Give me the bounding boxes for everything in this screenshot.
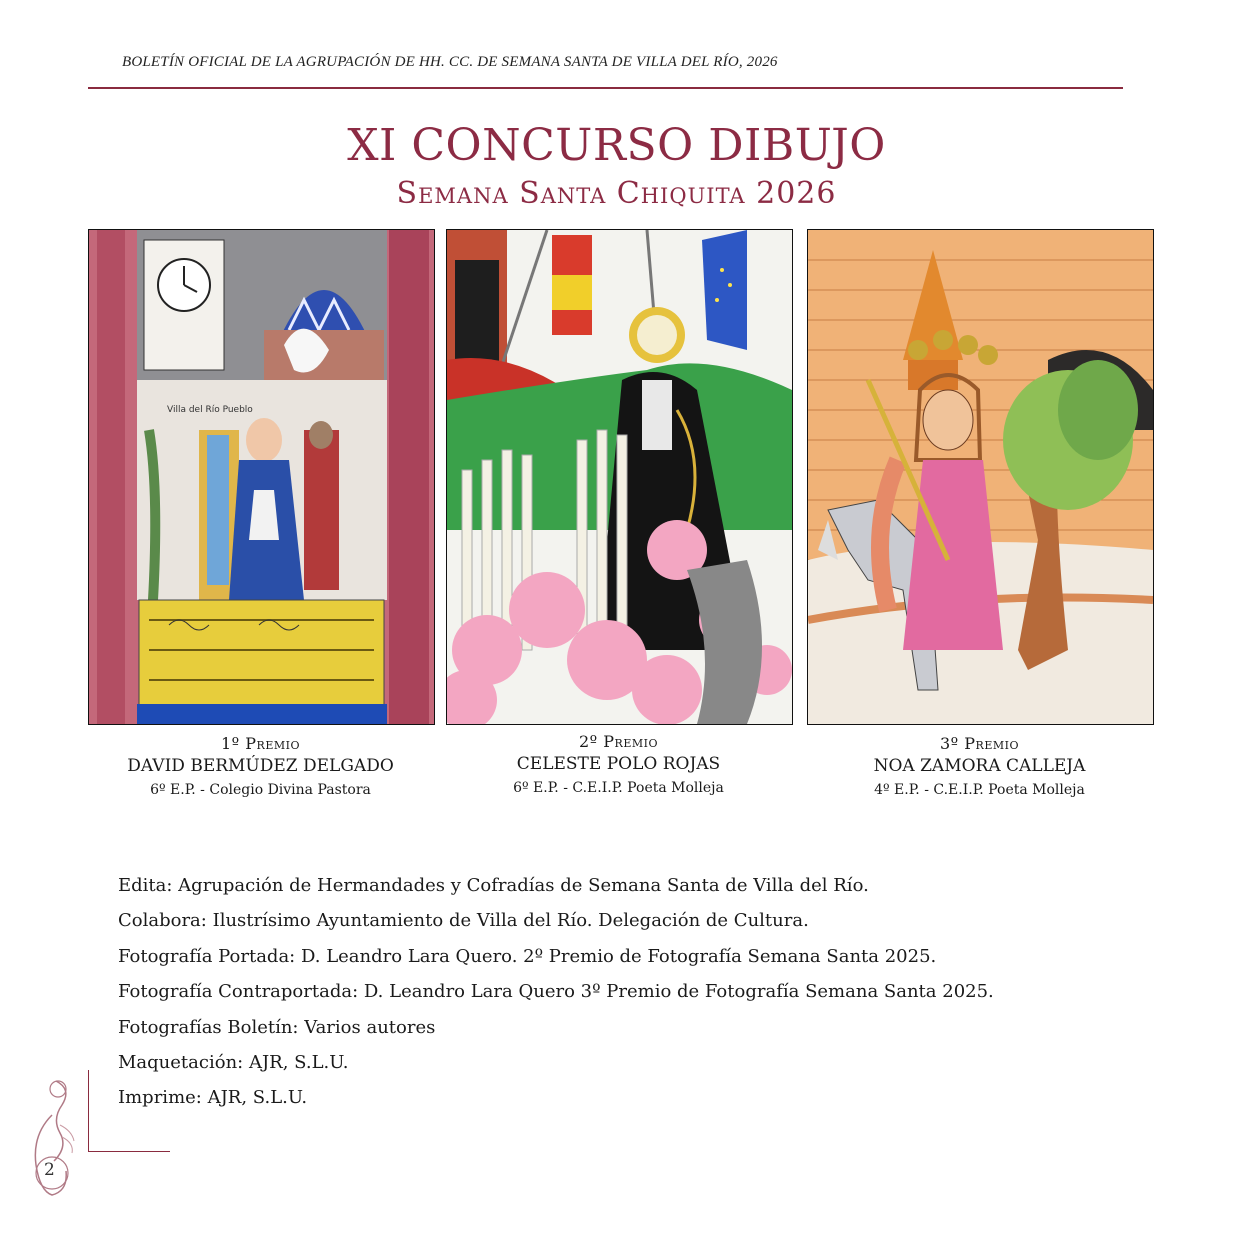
prize-label: 3º Premio [940, 734, 1019, 753]
credit-bulletin-photos: Fotografías Boletín: Varios autores [118, 1016, 436, 1038]
drawing-second-prize [446, 229, 793, 725]
drawing-first-prize [88, 229, 435, 725]
credit-printer: Imprime: AJR, S.L.U. [118, 1087, 308, 1109]
page-subtitle: Semana Santa Chiquita 2026 [396, 176, 837, 211]
credit-publisher: Edita: Agrupación de Hermandades y Cofradías de Semana Santa de Villa del Río. [118, 875, 869, 896]
caption-first-prize [88, 733, 433, 803]
header-rule [88, 87, 1123, 89]
credits-block [118, 868, 994, 1116]
winner-name: DAVID BERMÚDEZ DELGADO [127, 756, 394, 776]
credit-back-cover-photo: Fotografía Contraportada: D. Leandro Lara Quero 3º Premio de Fotografía Semana Santa 2025. [118, 981, 994, 1003]
footer-horizontal-rule [88, 1151, 170, 1152]
winner-name: NOA ZAMORA CALLEJA [873, 756, 1086, 776]
running-header: BOLETÍN OFICIAL DE LA AGRUPACIÓN DE HH. CC. DE SEMANA SANTA DE VILLA DEL RÍO, 2026 [122, 54, 778, 70]
winner-name: CELESTE POLO ROJAS [516, 754, 721, 774]
prize-label: 2º Premio [579, 732, 658, 751]
page-number: 2 [44, 1160, 55, 1180]
prize-label: 1º Premio [221, 734, 300, 753]
credit-layout: Maquetación: AJR, S.L.U. [118, 1052, 349, 1074]
winner-school: 4º E.P. - C.E.I.P. Poeta Molleja [874, 782, 1085, 798]
caption-second-prize [446, 731, 791, 801]
flourish-ornament-icon [22, 1075, 78, 1199]
page-title: XI CONCURSO DIBUJO [347, 120, 886, 171]
credit-collaborator: Colabora: Ilustrísimo Ayuntamiento de Villa del Río. Delegación de Cultura. [118, 910, 809, 932]
winner-school: 6º E.P. - C.E.I.P. Poeta Molleja [513, 780, 724, 796]
winner-school: 6º E.P. - Colegio Divina Pastora [150, 782, 371, 798]
footer-vertical-rule [88, 1070, 89, 1152]
drawing-sign-text: Villa del Río Pueblo [167, 405, 253, 415]
credit-cover-photo: Fotografía Portada: D. Leandro Lara Quero. 2º Premio de Fotografía Semana Santa 2025. [118, 945, 937, 967]
drawing-third-prize [807, 229, 1154, 725]
caption-third-prize [807, 733, 1152, 803]
